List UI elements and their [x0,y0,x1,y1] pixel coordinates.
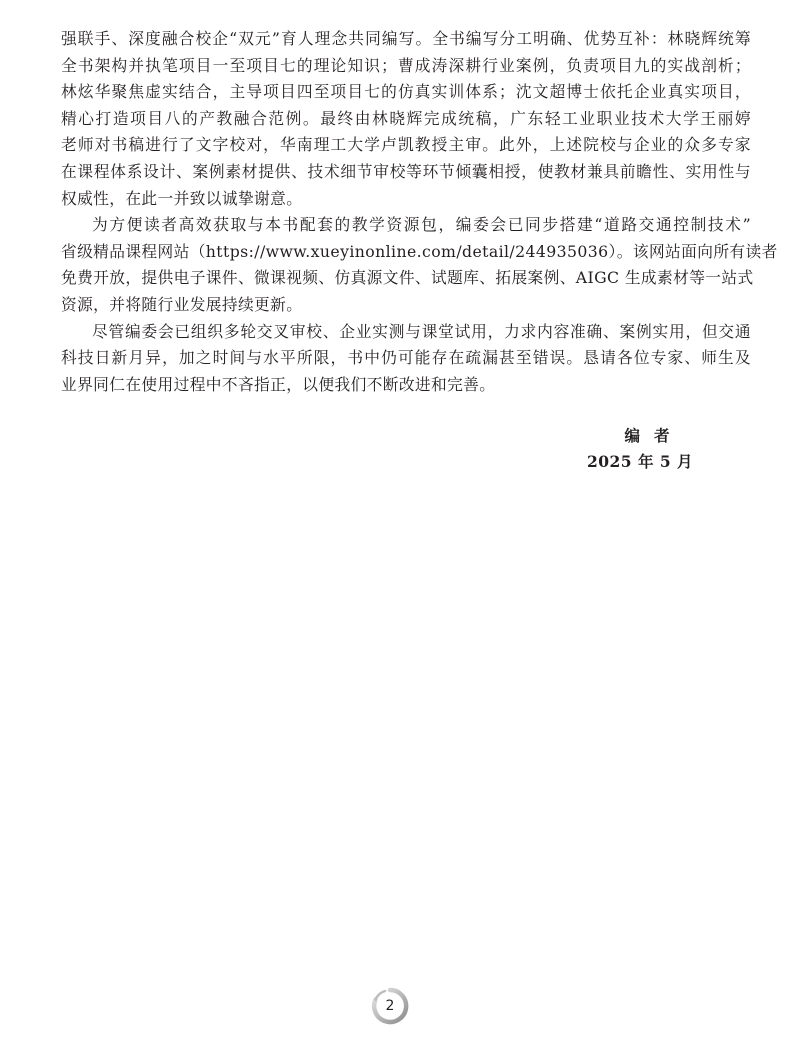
text-line: 老师对书稿进行了文字校对，华南理工大学卢凯教授主审。此外，上述院校与企业的众多专家 [61,135,751,155]
page-number: 2 [385,998,395,1014]
text-line: 强联手、深度融合校企“双元”育人理念共同编写。全书编写分工明确、优势互补：林晓辉统筹 [61,29,751,48]
text-line: 科技日新月异，加之时间与水平所限，书中仍可能存在疏漏甚至错误。恳请各位专家、师生及 [61,348,751,368]
text-line: 在课程体系设计、案例素材提供、技术细节审校等环节倾囊相授，使教材兼具前瞻性、实用性与 [61,161,751,181]
text-line: 精心打造项目八的产教融合范例。最终由林晓辉完成统稿，广东轻工业职业技术大学王丽婷 [61,108,751,128]
text-line: 资源，并将随行业发展持续更新。 [61,294,303,314]
text-line: 权威性，在此一并致以诚挚谢意。 [61,188,303,208]
text-line: 业界同仁在使用过程中不吝指正，以便我们不断改进和完善。 [61,374,496,394]
text-line: 免费开放，提供电子课件、微课视频、仿真源文件、试题库、拓展案例、AIGC 生成素材等一站式 [61,268,754,288]
text-line: 为方便读者高效获取与本书配套的教学资源包，编委会已同步搭建“道路交通控制技术” [92,215,751,235]
signature-title: 编者 [624,426,684,445]
signature-date: 2025 年 5 月 [586,452,694,471]
page-number-badge [371,987,409,1025]
preface-body [61,26,778,398]
text-line: 全书架构并执笔项目一至项目七的理论知识；曹成涛深耕行业案例，负责项目九的实战剖析； [61,55,751,75]
text-line: 林炫华聚焦虚实结合，主导项目四至项目七的仿真实训体系；沈文超博士依托企业真实项目， [61,82,751,102]
text-line: 省级精品课程网站（https://www.xueyinonline.com/detail/244935036）。该网站面向所有读者 [61,241,778,261]
text-line: 尽管编委会已组织多轮交叉审校、企业实测与课堂试用，力求内容准确、案例实用，但交通 [92,321,751,341]
